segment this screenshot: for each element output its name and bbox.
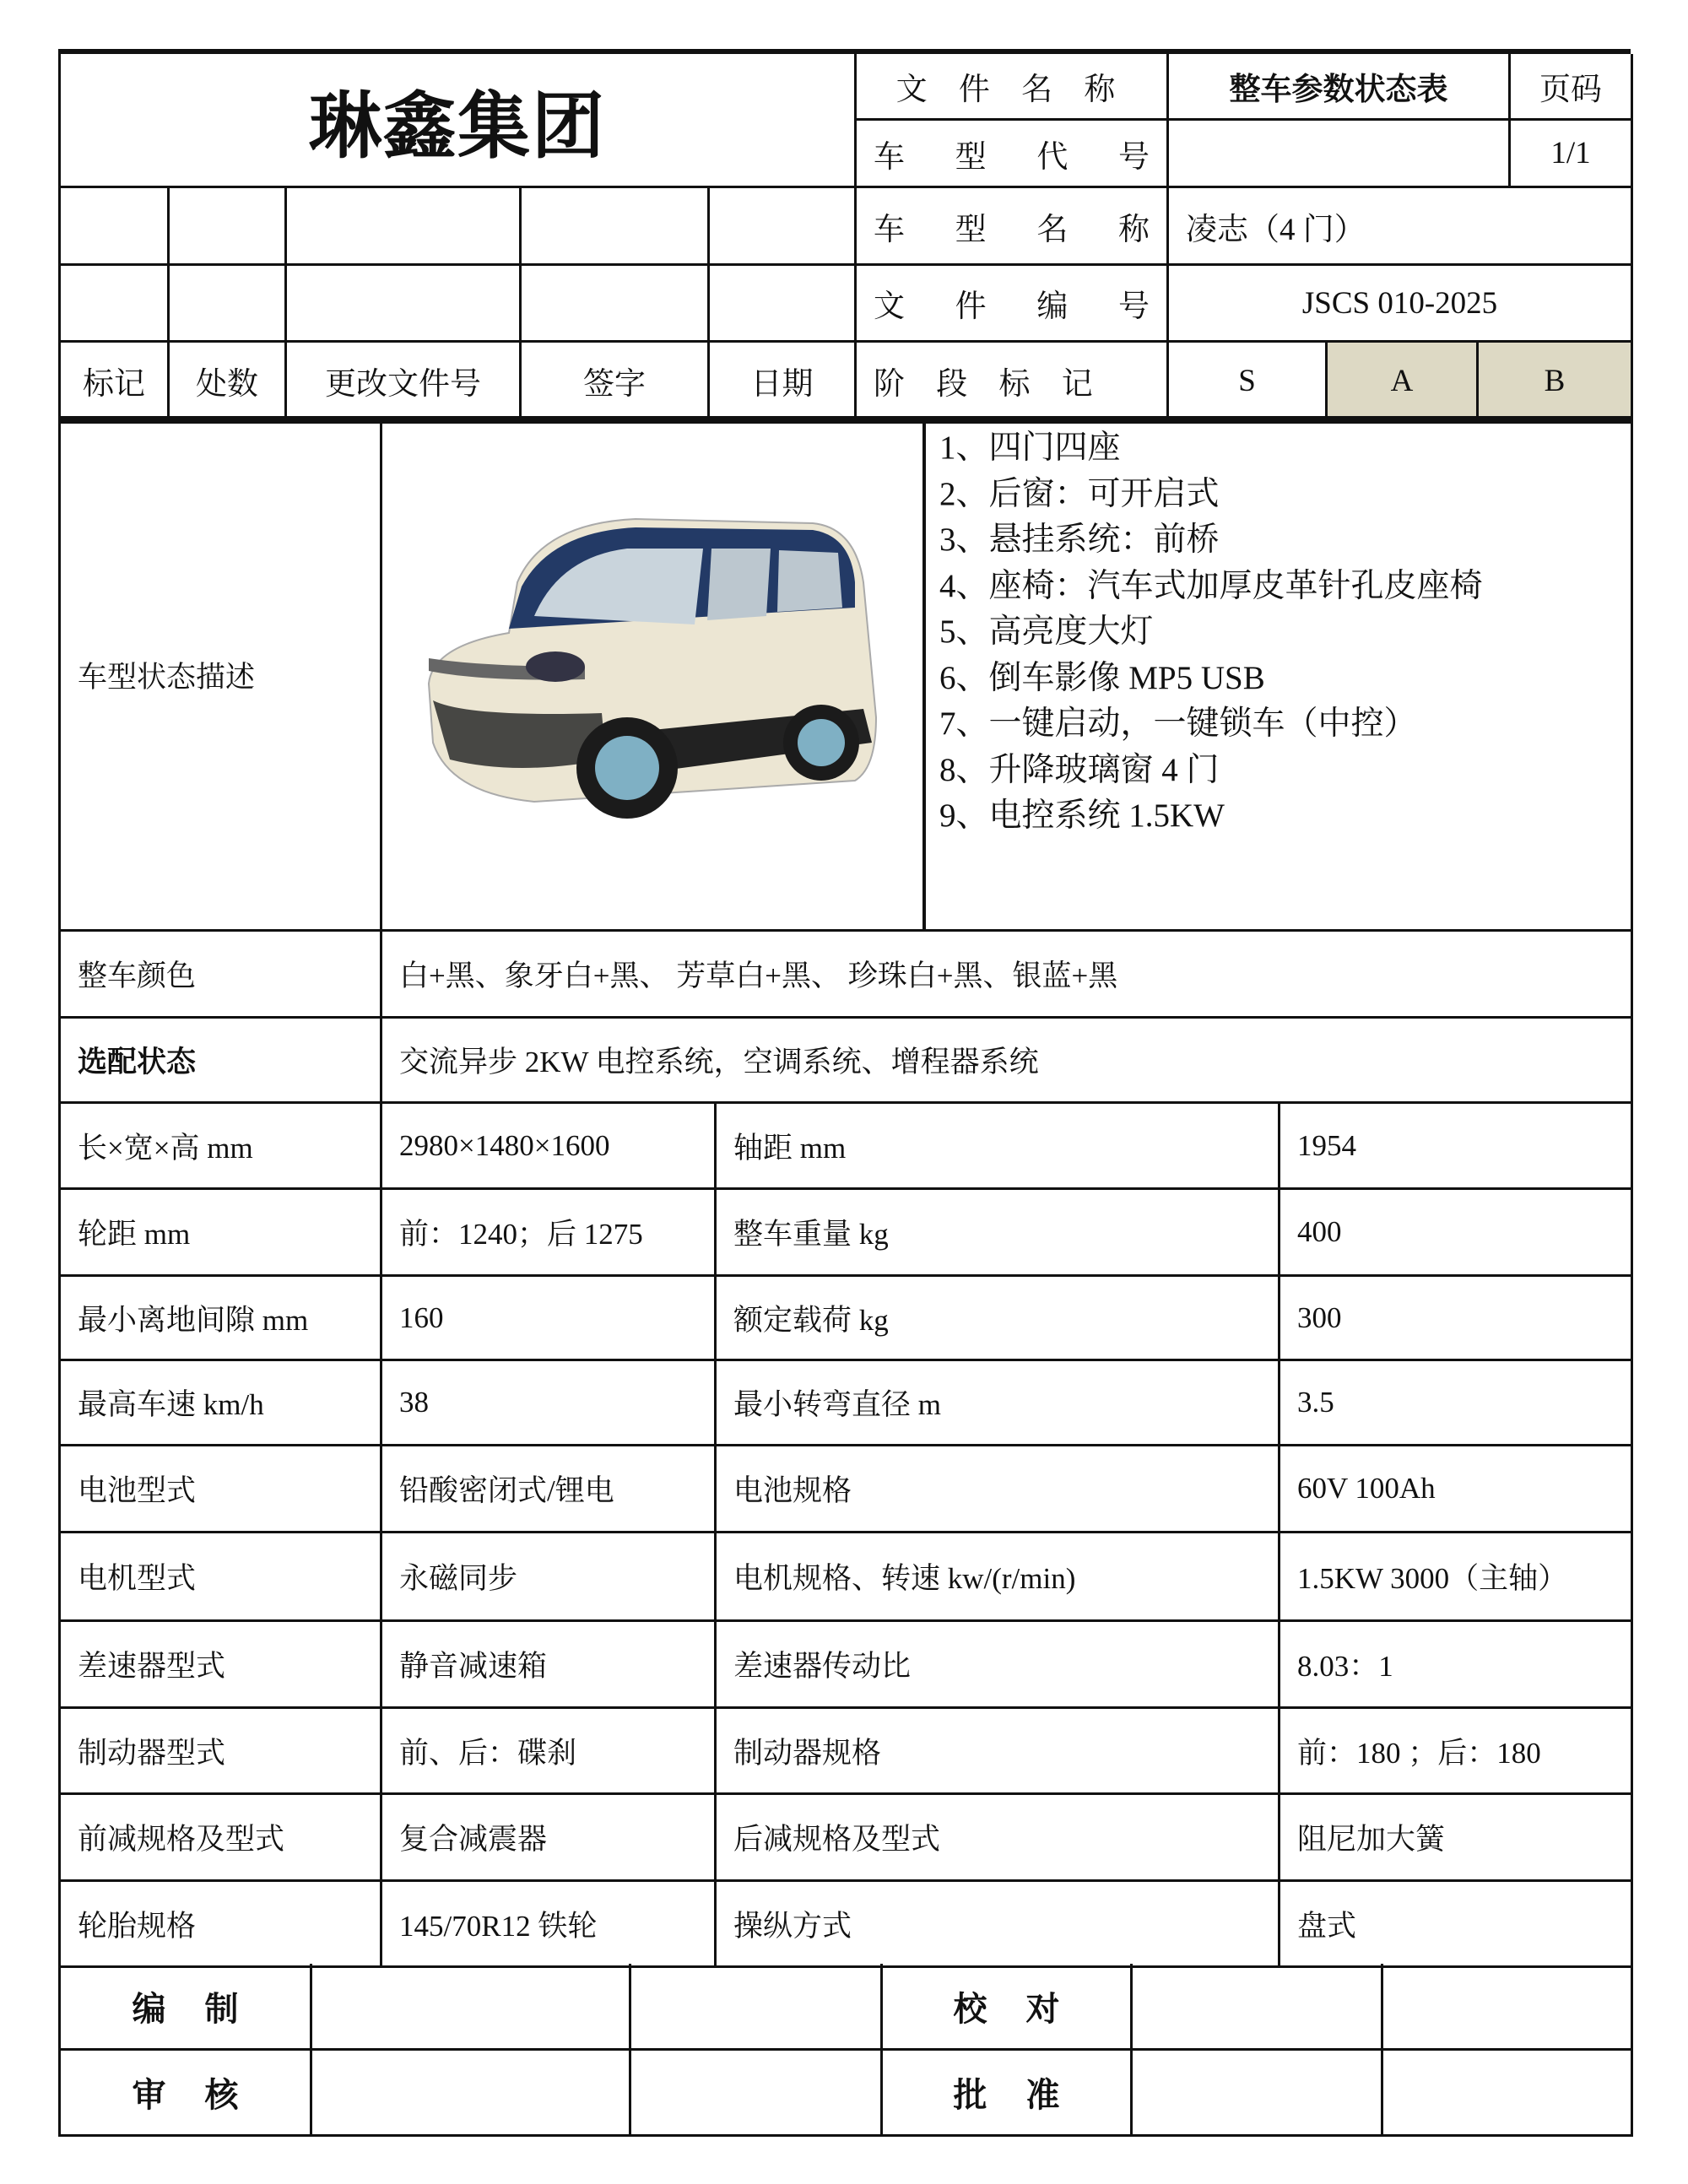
- page-label: 页码: [1511, 54, 1633, 121]
- spec-label: 轮距 mm: [61, 1190, 382, 1277]
- spec-label: 额定载荷 kg: [717, 1277, 1280, 1361]
- revision-cell: [170, 266, 287, 343]
- signature-cell[interactable]: [1133, 1964, 1383, 2051]
- spec-table: [58, 416, 1631, 1968]
- spec-value: 永磁同步: [382, 1533, 717, 1622]
- model-code: [1169, 121, 1511, 188]
- spec-label: 电池规格: [717, 1446, 1280, 1533]
- revision-cell: [522, 188, 710, 266]
- spec-value: 铅酸密闭式/锂电: [382, 1446, 717, 1533]
- revision-cell: [170, 188, 287, 266]
- signature-cell[interactable]: [312, 2051, 631, 2137]
- description-label: 车型状态描述: [61, 420, 382, 932]
- spec-value: 前：180 ；后：180: [1280, 1709, 1633, 1795]
- spec-label: 最小转弯直径 m: [717, 1361, 1280, 1446]
- options-label: 选配状态: [61, 1019, 382, 1104]
- model-code-label: 车 型 代 号: [857, 121, 1169, 188]
- spec-label: 整车重量 kg: [717, 1190, 1280, 1277]
- revision-cell: [522, 266, 710, 343]
- prepared-label: 编制: [61, 1964, 312, 2051]
- stage-s: S: [1169, 343, 1328, 421]
- feature-item: 6、倒车影像 MP5 USB: [939, 659, 1265, 696]
- feature-item: 1、四门四座: [939, 430, 1121, 466]
- company-logo: 琳鑫集团: [61, 54, 857, 188]
- feature-item: 4、座椅：汽车式加厚皮革针孔皮座椅: [939, 567, 1483, 604]
- feature-item: 3、悬挂系统：前桥: [939, 522, 1220, 558]
- spec-label: 轮胎规格: [61, 1882, 382, 1968]
- stage-b: B: [1479, 343, 1633, 421]
- spec-label: 最高车速 km/h: [61, 1361, 382, 1446]
- spec-value: 1954: [1280, 1104, 1633, 1190]
- revision-header: 日期: [710, 343, 857, 421]
- feature-item: 7、一键启动，一键锁车（中控）: [939, 705, 1417, 742]
- spec-value: 160: [382, 1277, 717, 1361]
- spec-value: 38: [382, 1361, 717, 1446]
- revision-cell: [287, 188, 522, 266]
- revision-header: 更改文件号: [287, 343, 522, 421]
- feature-item: 8、升降玻璃窗 4 门: [939, 751, 1220, 788]
- colors-label: 整车颜色: [61, 932, 382, 1019]
- spec-label: 前减规格及型式: [61, 1795, 382, 1882]
- spec-value: 60V 100Ah: [1280, 1446, 1633, 1533]
- spec-label: 制动器规格: [717, 1709, 1280, 1795]
- options-value: 交流异步 2KW 电控系统，空调系统、增程器系统: [382, 1019, 1633, 1104]
- spec-label: 操纵方式: [717, 1882, 1280, 1968]
- signature-cell[interactable]: [631, 1964, 883, 2051]
- spec-label: 电机规格、转速 kw/(r/min): [717, 1533, 1280, 1622]
- stage-a: A: [1328, 343, 1479, 421]
- spec-value: 3.5: [1280, 1361, 1633, 1446]
- feature-item: 9、电控系统 1.5KW: [939, 797, 1225, 834]
- spec-value: 2980×1480×1600: [382, 1104, 717, 1190]
- spec-label: 差速器型式: [61, 1622, 382, 1709]
- signature-cell[interactable]: [1383, 2051, 1633, 2137]
- spec-value: 盘式: [1280, 1882, 1633, 1968]
- revision-header: 签字: [522, 343, 710, 421]
- signature-cell[interactable]: [1133, 2051, 1383, 2137]
- revision-cell: [710, 188, 857, 266]
- revision-cell: [287, 266, 522, 343]
- doc-name-label: 文 件 名 称: [857, 54, 1169, 121]
- spec-value: 前、后：碟刹: [382, 1709, 717, 1795]
- colors-value: 白+黑、象牙白+黑、 芳草白+黑、 珍珠白+黑、银蓝+黑: [382, 932, 1633, 1019]
- doc-no: JSCS 010-2025: [1169, 266, 1633, 343]
- doc-no-label: 文 件 编 号: [857, 266, 1169, 343]
- revision-header: 标记: [61, 343, 170, 421]
- spec-label: 轴距 mm: [717, 1104, 1280, 1190]
- car-photo: [382, 420, 926, 932]
- reviewed-label: 审核: [61, 2051, 312, 2137]
- signature-cell[interactable]: [631, 2051, 883, 2137]
- revision-cell: [61, 188, 170, 266]
- spec-label: 电机型式: [61, 1533, 382, 1622]
- spec-value: 300: [1280, 1277, 1633, 1361]
- spec-label: 最小离地间隙 mm: [61, 1277, 382, 1361]
- spec-label: 差速器传动比: [717, 1622, 1280, 1709]
- spec-value: 阻尼加大簧: [1280, 1795, 1633, 1882]
- page-value: 1/1: [1511, 121, 1633, 188]
- spec-label: 电池型式: [61, 1446, 382, 1533]
- revision-cell: [710, 266, 857, 343]
- feature-item: 5、高亮度大灯: [939, 614, 1154, 650]
- spec-value: 1.5KW 3000（主轴）: [1280, 1533, 1633, 1622]
- signature-cell[interactable]: [1383, 1964, 1633, 2051]
- approved-label: 批准: [883, 2051, 1133, 2137]
- signature-table: [58, 1964, 1631, 2137]
- signature-cell[interactable]: [312, 1964, 631, 2051]
- spec-label: 后减规格及型式: [717, 1795, 1280, 1882]
- feature-list: [926, 420, 1633, 932]
- model-name: 凌志（4 门）: [1169, 188, 1633, 266]
- header-table: [58, 49, 1631, 424]
- spec-value: 145/70R12 铁轮: [382, 1882, 717, 1968]
- spec-value: 静音减速箱: [382, 1622, 717, 1709]
- model-name-label: 车 型 名 称: [857, 188, 1169, 266]
- stage-label: 阶 段 标 记: [857, 343, 1169, 421]
- spec-value: 8.03：1: [1280, 1622, 1633, 1709]
- spec-value: 复合减震器: [382, 1795, 717, 1882]
- feature-item: 2、后窗：可开启式: [939, 475, 1220, 512]
- spec-value: 前：1240；后 1275: [382, 1190, 717, 1277]
- spec-value: 400: [1280, 1190, 1633, 1277]
- checked-label: 校对: [883, 1964, 1133, 2051]
- spec-label: 制动器型式: [61, 1709, 382, 1795]
- car-image: [416, 489, 889, 861]
- revision-header: 处数: [170, 343, 287, 421]
- doc-name: 整车参数状态表: [1169, 54, 1511, 121]
- revision-cell: [61, 266, 170, 343]
- spec-label: 长×宽×高 mm: [61, 1104, 382, 1190]
